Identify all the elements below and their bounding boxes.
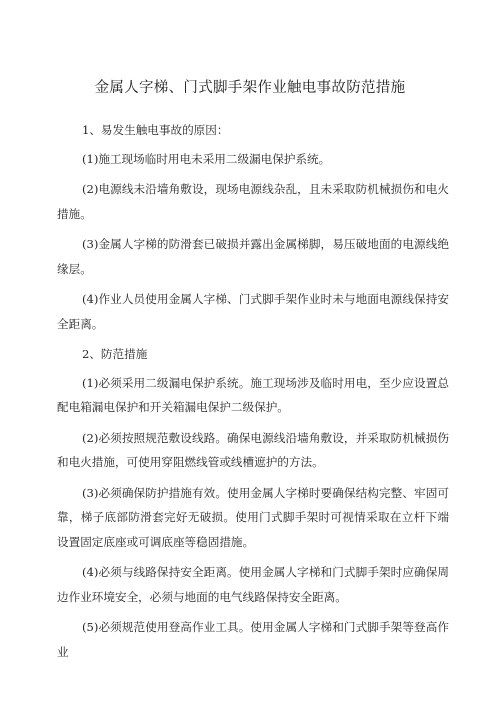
cause-paragraph-4: (4)作业人员使用金属人字梯、门式脚手架作业时未与地面电源线保持安全距离。 [57,292,449,331]
cause-paragraph-1: (1)施工现场临时用电未采用二级漏电保护系统。 [81,151,331,166]
measure-paragraph-3: (3)必须确保防护措施有效。使用金属人字梯时要确保结构完整、牢固可靠，梯子底部防滑套完好无破损。使用门式脚手架时可视情采取在立杆下端设置固定底座或可调底座等稳固措施。 [57,485,449,549]
document-title: 金属人字梯、门式脚手架作业触电事故防范措施 [94,80,406,96]
measure-paragraph-5: (5)必须规范使用登高作业工具。使用金属人字梯和门式脚手架等登高作业 [57,620,449,659]
measure-paragraph-4: (4)必须与线路保持安全距离。使用金属人字梯和门式脚手架时应确保周边作业环境安全，必须与地面的电气线路保持安全距离。 [57,565,449,604]
document-body [57,118,449,664]
cause-paragraph-2: (2)电源线未沿墙角敷设，现场电源线杂乱，且未采取防机械损伤和电火措施。 [57,182,449,221]
measure-paragraph-1: (1)必须采用二级漏电保护系统。施工现场涉及临时用电，至少应设置总配电箱漏电保护和开关箱漏电保护二级保护。 [57,375,449,414]
measure-paragraph-2: (2)必须按照规范敷设线路。确保电源线沿墙角敷设，并采取防机械损伤和电火措施，可使用穿阻燃线管或线槽遮护的方法。 [57,430,449,469]
section-heading-causes: 1、易发生触电事故的原因： [81,123,229,137]
cause-paragraph-3: (3)金属人字梯的防滑套已破损并露出金属梯脚，易压破地面的电源线绝缘层。 [57,237,449,276]
section-heading-measures: 2、防范措施 [81,347,148,361]
